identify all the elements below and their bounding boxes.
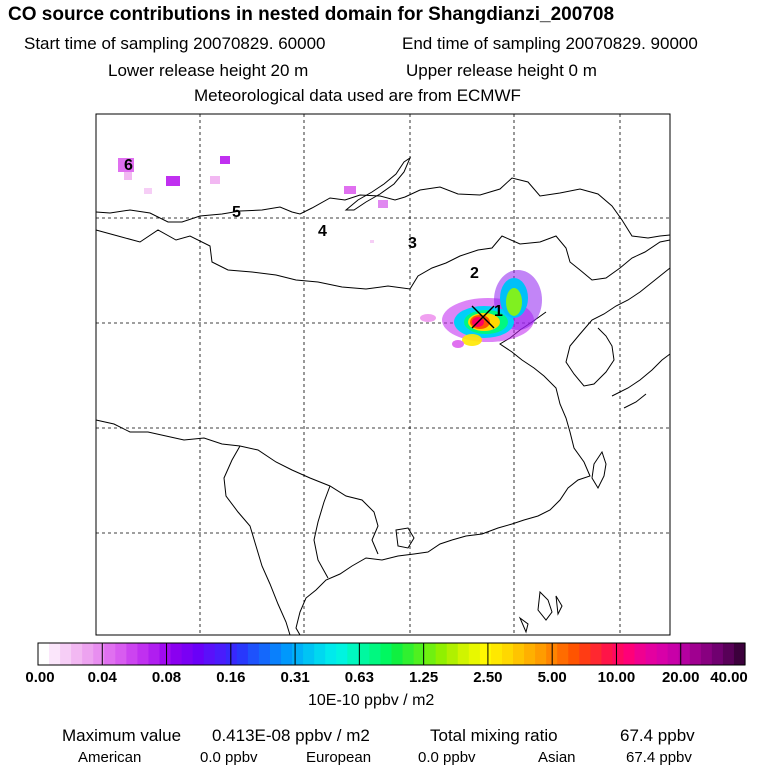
asian-value: 67.4 ppbv — [626, 749, 692, 766]
colorbar-tick-label: 1.25 — [409, 669, 439, 686]
colorbar-swatch — [469, 643, 481, 665]
colorbar-swatch — [513, 643, 525, 665]
max-value-label: Maximum value — [62, 726, 182, 745]
european-label: European — [306, 749, 372, 766]
colorbar-swatch — [436, 643, 448, 665]
colorbar-swatch — [259, 643, 271, 665]
american-label: American — [78, 749, 142, 766]
colorbar-swatch — [347, 643, 359, 665]
lower-release-height-label: Lower release height 20 m — [108, 61, 309, 80]
colorbar-swatch — [137, 643, 149, 665]
end-time-label: End time of sampling 20070829. 90000 — [402, 34, 698, 53]
colorbar-swatch — [104, 643, 116, 665]
colorbar-swatch — [303, 643, 315, 665]
start-time-label: Start time of sampling 20070829. 60000 — [24, 34, 326, 53]
colorbar-swatch — [38, 643, 50, 665]
point-label-2: 2 — [470, 265, 479, 282]
colorbar-swatch — [115, 643, 127, 665]
colorbar-swatch — [292, 643, 304, 665]
colorbar-swatch — [524, 643, 536, 665]
colorbar-swatch — [226, 643, 238, 665]
colorbar-tick-label: 10.00 — [597, 669, 636, 686]
colorbar-swatch — [568, 643, 580, 665]
colorbar-swatch — [657, 643, 669, 665]
european-value: 0.0 ppbv — [418, 749, 476, 766]
colorbar-swatch — [635, 643, 647, 665]
colorbar-swatch — [49, 643, 61, 665]
colorbar-swatch — [712, 643, 724, 665]
colorbar-swatch — [171, 643, 183, 665]
total-mixing-ratio-label: Total mixing ratio — [430, 726, 558, 745]
colorbar-swatch — [281, 643, 293, 665]
colorbar-swatch — [535, 643, 547, 665]
colorbar-swatch — [60, 643, 72, 665]
upper-release-height-label: Upper release height 0 m — [406, 61, 597, 80]
colorbar-swatch — [193, 643, 205, 665]
colorbar-swatch — [601, 643, 613, 665]
colorbar-swatch — [458, 643, 470, 665]
colorbar-swatch — [82, 643, 94, 665]
total-mixing-ratio-value: 67.4 ppbv — [620, 726, 695, 745]
colorbar-swatch — [93, 643, 105, 665]
colorbar-swatch — [447, 643, 459, 665]
point-label-4: 4 — [318, 223, 327, 240]
colorbar-swatch — [182, 643, 194, 665]
colorbar-swatch — [336, 643, 348, 665]
colorbar-tick-label: 20.00 — [661, 669, 700, 686]
colorbar-tick-label: 2.50 — [473, 669, 503, 686]
colorbar-swatch — [126, 643, 138, 665]
colorbar-swatch — [148, 643, 160, 665]
colorbar-swatch — [590, 643, 602, 665]
colorbar-units: 10E-10 ppbv / m2 — [308, 692, 435, 709]
colorbar-tick-label: 0.08 — [151, 669, 182, 686]
colorbar-tick-label: 0.16 — [216, 669, 246, 686]
max-value: 0.413E-08 ppbv / m2 — [212, 726, 370, 745]
figure-title: CO source contributions in nested domain for Shangdianzi_200708 — [8, 4, 615, 25]
colorbar-swatch — [160, 643, 172, 665]
point-label-3: 3 — [408, 235, 417, 252]
point-label-1: 1 — [494, 303, 503, 320]
colorbar-swatch — [380, 643, 392, 665]
colorbar-tick-label: 40.00 — [710, 669, 748, 686]
colorbar-swatch — [579, 643, 591, 665]
point-label-6: 6 — [124, 157, 133, 174]
colorbar-swatch — [369, 643, 381, 665]
meteorological-data-label: Meteorological data used are from ECMWF — [194, 86, 521, 105]
colorbar-swatch — [237, 643, 249, 665]
colorbar-swatch — [646, 643, 658, 665]
colorbar-tick-label: 0.04 — [87, 669, 117, 686]
colorbar-swatch — [71, 643, 83, 665]
colorbar-tick-label: 0.00 — [25, 669, 55, 686]
colorbar-swatch — [314, 643, 326, 665]
colorbar-swatch — [392, 643, 404, 665]
colorbar-swatch — [557, 643, 569, 665]
colorbar-swatch — [491, 643, 503, 665]
colorbar-swatch — [623, 643, 635, 665]
colorbar-swatch — [723, 643, 735, 665]
colorbar-swatch — [425, 643, 437, 665]
colorbar-swatch — [612, 643, 624, 665]
colorbar-swatch — [690, 643, 702, 665]
american-value: 0.0 ppbv — [200, 749, 258, 766]
colorbar-tick-label: 0.31 — [280, 669, 310, 686]
colorbar-tick-label: 0.63 — [344, 669, 374, 686]
colorbar-swatch — [325, 643, 337, 665]
colorbar-swatch — [270, 643, 282, 665]
point-label-5: 5 — [232, 204, 241, 221]
colorbar-swatch — [668, 643, 680, 665]
colorbar — [38, 643, 746, 665]
colorbar-swatch — [204, 643, 216, 665]
colorbar-swatch — [502, 643, 514, 665]
asian-label: Asian — [538, 749, 576, 766]
colorbar-swatch — [358, 643, 370, 665]
colorbar-swatch — [734, 643, 746, 665]
colorbar-swatch — [215, 643, 227, 665]
colorbar-tick-label: 5.00 — [537, 669, 567, 686]
colorbar-swatch — [480, 643, 492, 665]
colorbar-swatch — [248, 643, 260, 665]
colorbar-swatch — [403, 643, 415, 665]
colorbar-swatch — [701, 643, 713, 665]
